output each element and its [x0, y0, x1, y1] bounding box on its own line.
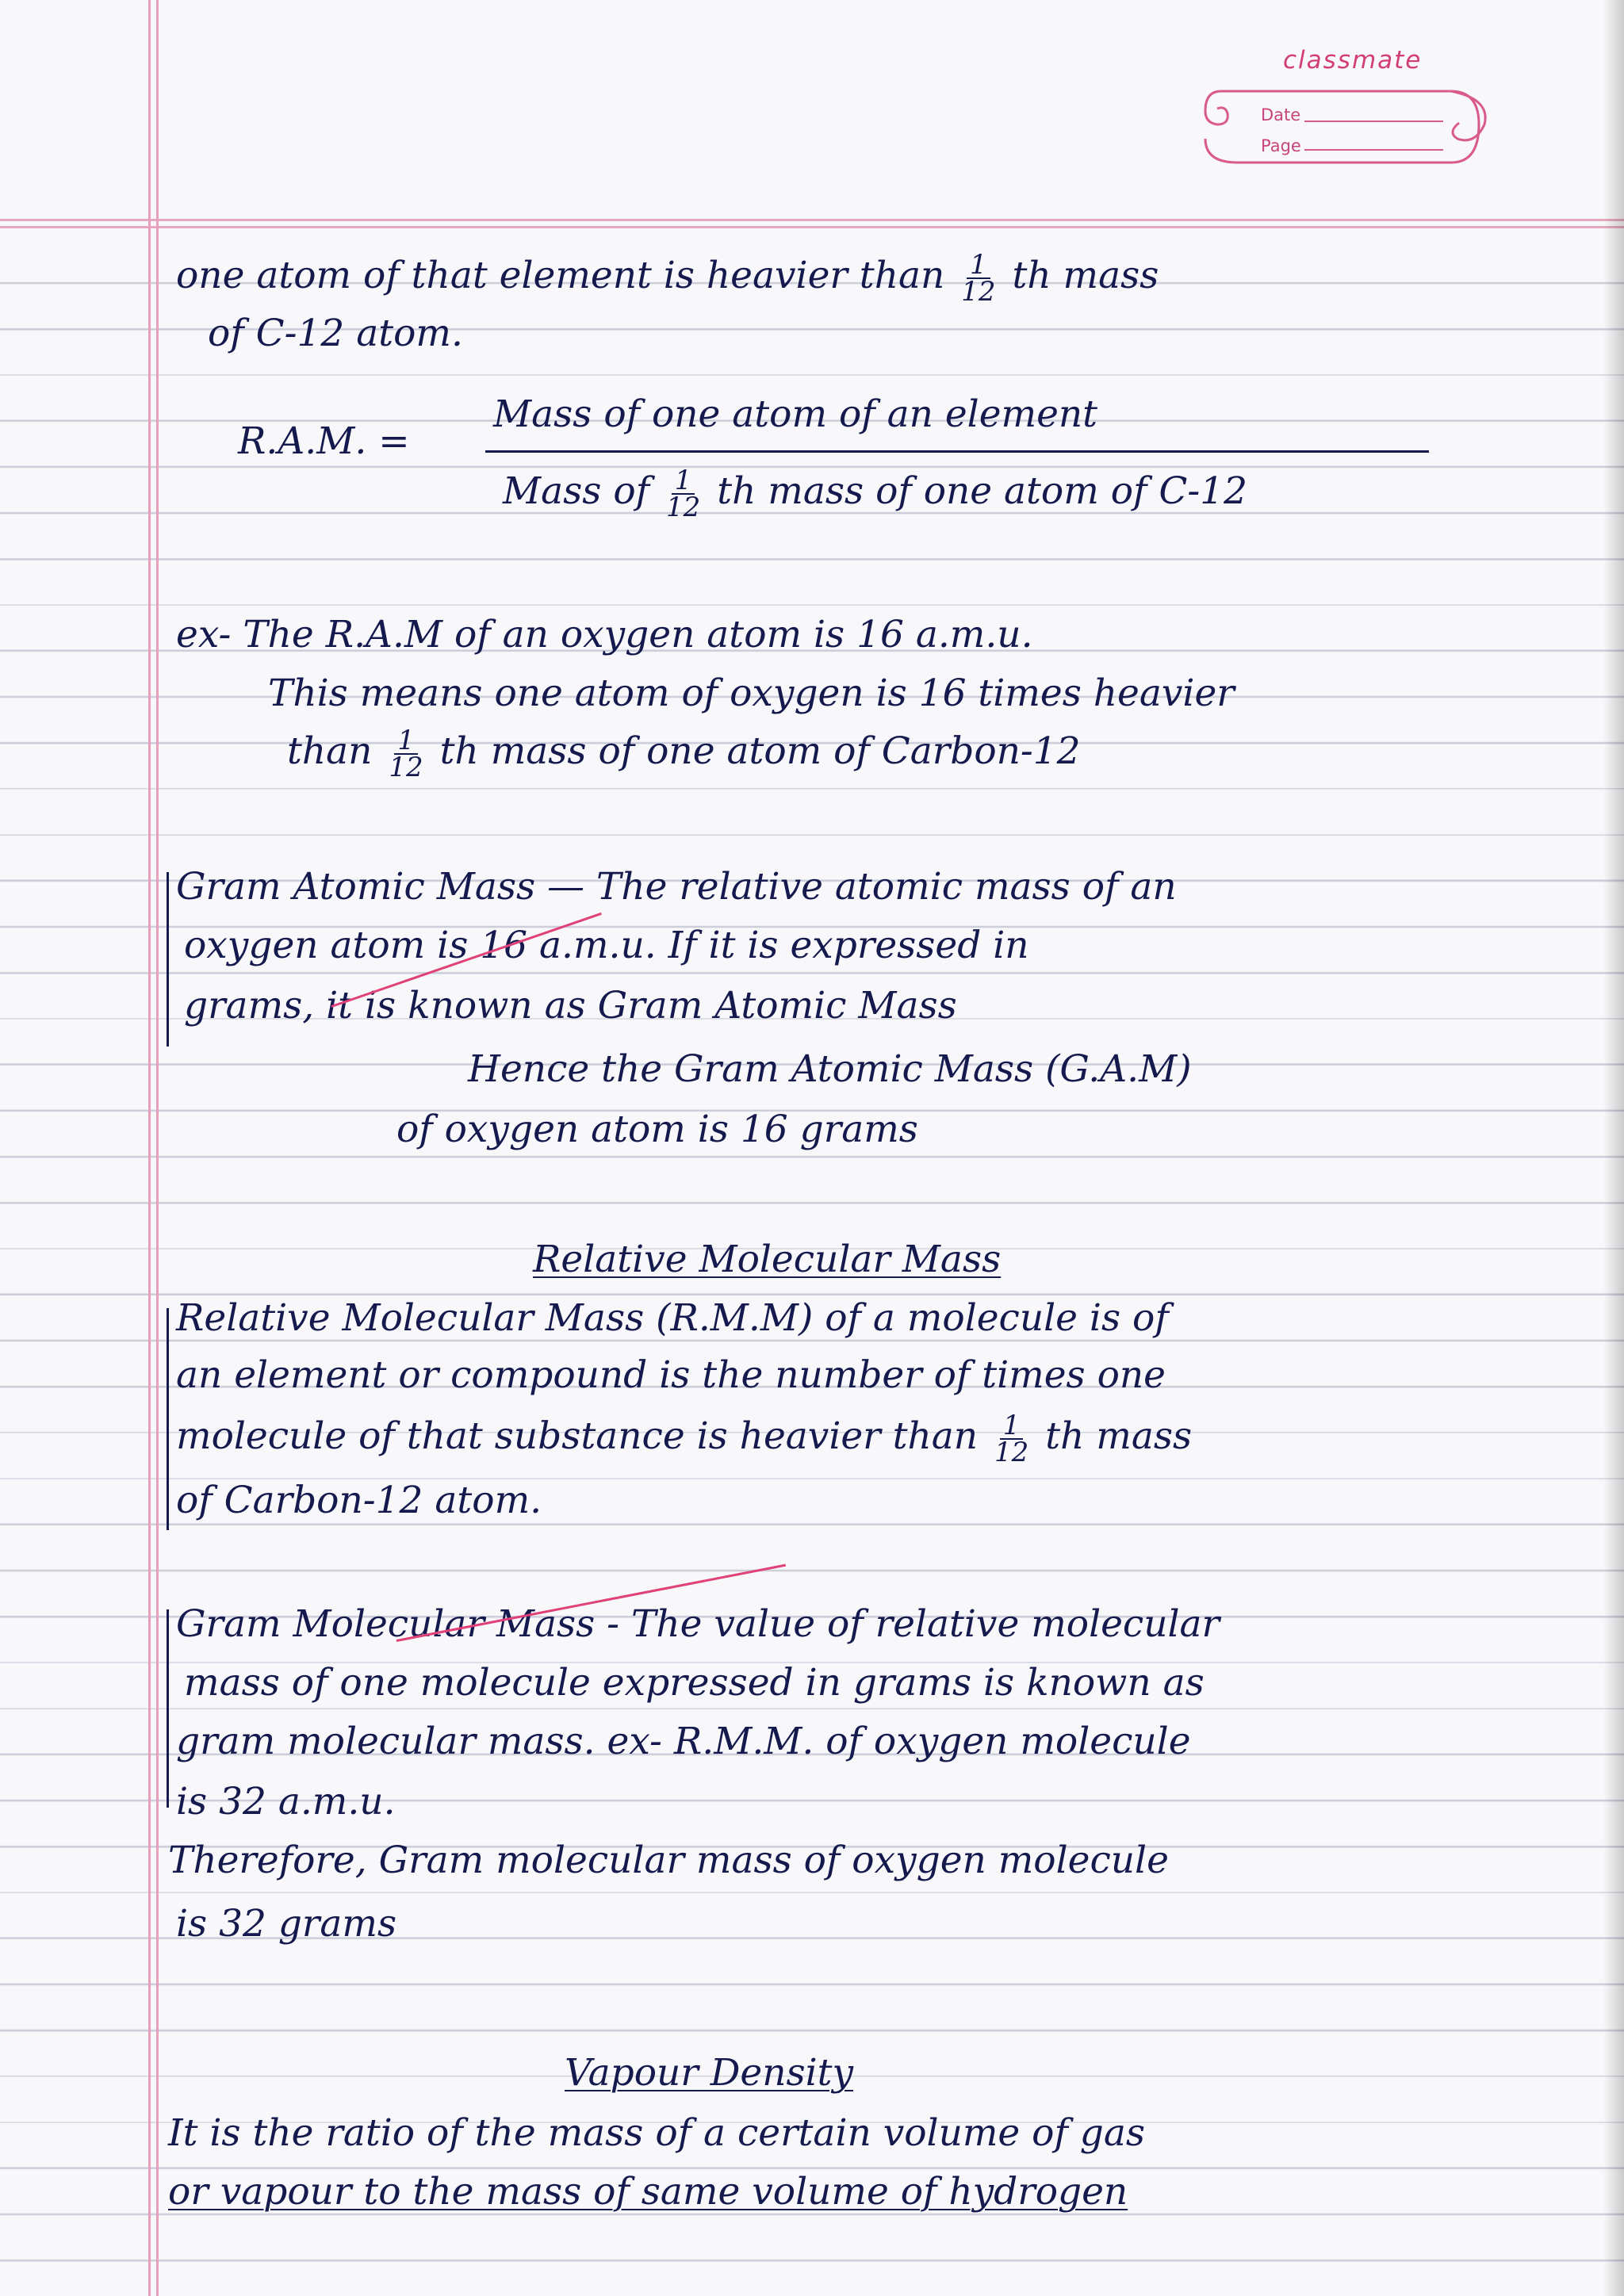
page-edge-shadow	[1603, 0, 1624, 2296]
section-heading: Relative Molecular Mass	[533, 1238, 1002, 1281]
note-line	[287, 725, 1081, 783]
note-text: one atom of that element is heavier than	[176, 254, 945, 297]
note-text: molecule of that substance is heavier than	[176, 1414, 979, 1458]
note-line: of Carbon-12 atom.	[176, 1479, 542, 1522]
note-line: mass of one molecule expressed in grams is known as	[184, 1661, 1205, 1705]
note-line: Hence the Gram Atomic Mass (G.A.M)	[468, 1047, 1192, 1091]
formula-numerator: Mass of one atom of an element	[493, 392, 1098, 436]
margin-bracket	[167, 1308, 169, 1530]
note-line: or vapour to the mass of same volume of hydrogen	[168, 2170, 1128, 2214]
note-text: th mass	[1012, 254, 1159, 297]
fraction-numerator: 1	[1000, 1413, 1024, 1440]
note-line: gram molecular mass. ex- R.M.M. of oxygen molecule	[176, 1720, 1191, 1763]
fraction	[389, 725, 423, 783]
note-line: grams, it is known as Gram Atomic Mass	[184, 984, 957, 1027]
fraction	[961, 249, 996, 308]
note-line	[176, 249, 1159, 308]
margin-bracket	[167, 872, 169, 1047]
fraction	[994, 1410, 1029, 1468]
note-text: th mass of one atom of C-12	[717, 469, 1248, 513]
note-line: Therefore, Gram molecular mass of oxygen molecule	[168, 1839, 1169, 1882]
note-line: ex- The R.A.M of an oxygen atom is 16 a.m.u.	[176, 613, 1033, 656]
note-line: It is the ratio of the mass of a certain volume of gas	[168, 2111, 1146, 2155]
note-text: than	[287, 729, 373, 773]
fraction-denominator: 12	[961, 276, 996, 308]
fraction-numerator: 1	[967, 252, 990, 279]
margin-line	[148, 0, 151, 2296]
formula-fraction-bar	[485, 450, 1429, 453]
fraction-denominator: 12	[389, 752, 423, 783]
note-line	[176, 1410, 1193, 1468]
formula-denominator	[503, 465, 1248, 523]
note-text: th mass	[1045, 1414, 1193, 1458]
brand-logo: classmate	[1283, 46, 1423, 75]
section-heading: Vapour Density	[565, 2051, 854, 2095]
fraction-denominator: 12	[994, 1437, 1029, 1468]
date-page-stamp	[1189, 75, 1499, 178]
margin-line	[156, 0, 159, 2296]
fraction-numerator: 1	[394, 728, 418, 755]
note-line: of oxygen atom is 16 grams	[396, 1108, 918, 1151]
formula-label: R.A.M. =	[238, 419, 410, 463]
note-line: is 32 grams	[176, 1902, 397, 1946]
note-line: of C-12 atom.	[208, 312, 463, 355]
fraction	[665, 465, 701, 523]
note-line: Gram Atomic Mass — The relative atomic mass of an	[176, 865, 1177, 909]
fraction-numerator: 1	[672, 468, 695, 495]
margin-bracket	[167, 1609, 169, 1808]
stamp-date-label: Date	[1261, 105, 1301, 124]
fraction-denominator: 12	[665, 492, 701, 523]
note-line: an element or compound is the number of times one	[176, 1353, 1166, 1397]
note-line: oxygen atom is 16 a.m.u. If it is expressed in	[184, 924, 1029, 967]
stamp-page-label: Page	[1261, 136, 1301, 155]
note-line: This means one atom of oxygen is 16 times heavier	[268, 672, 1235, 715]
note-line: Relative Molecular Mass (R.M.M) of a molecule is of	[176, 1296, 1169, 1340]
note-line: Gram Molecular Mass - The value of relative molecular	[176, 1602, 1220, 1646]
note-text: Mass of	[503, 469, 650, 513]
note-text: th mass of one atom of Carbon-12	[439, 729, 1081, 773]
note-line: is 32 a.m.u.	[176, 1780, 396, 1823]
